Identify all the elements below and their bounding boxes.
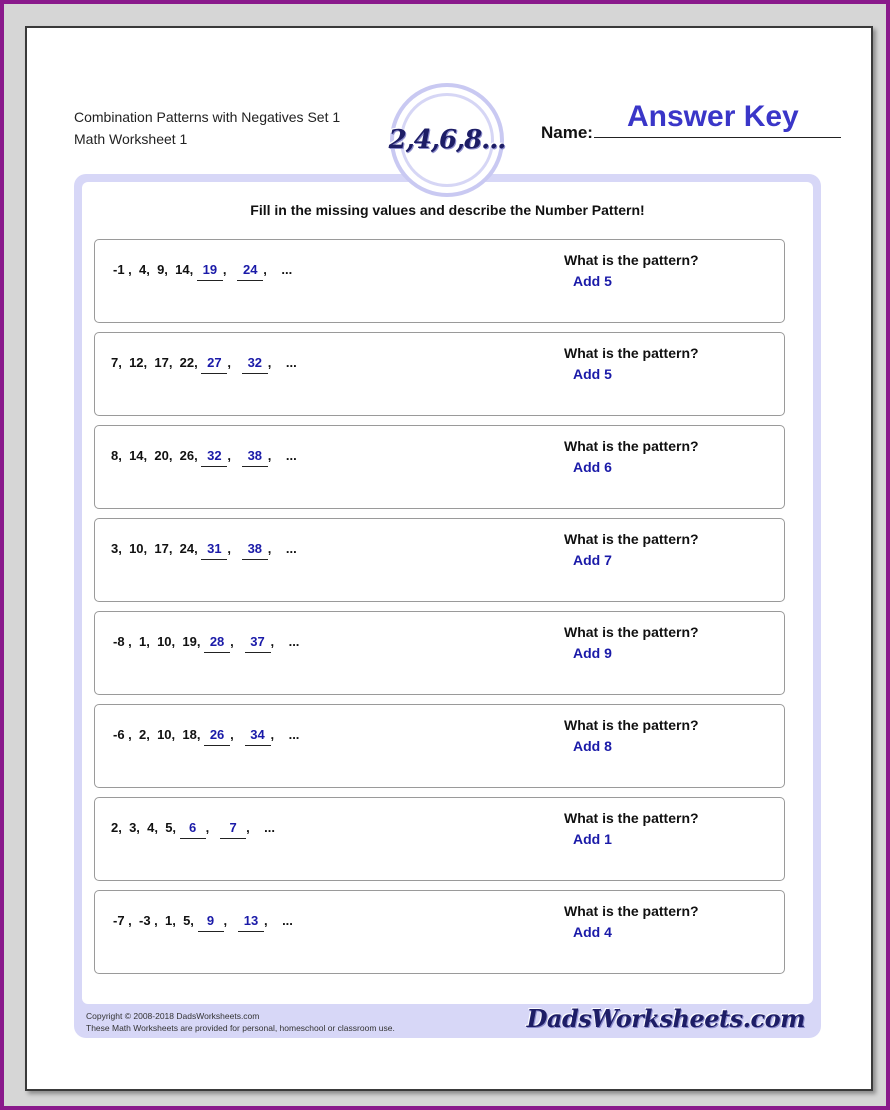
problem-box — [94, 704, 785, 788]
problem-box — [94, 890, 785, 974]
pattern-answer[interactable]: Add 5 — [573, 273, 612, 289]
number-sequence — [113, 913, 293, 932]
comma-separator: , — [267, 448, 286, 463]
ellipsis: ... — [282, 913, 293, 928]
answer-blank-2[interactable]: 38 — [242, 541, 268, 560]
pattern-answer[interactable]: Add 4 — [573, 924, 612, 940]
number-sequence — [113, 727, 299, 746]
comma-separator: , — [222, 262, 238, 277]
comma-separator: , — [227, 448, 242, 463]
pattern-answer[interactable]: Add 7 — [573, 552, 612, 568]
problem-box — [94, 425, 785, 509]
pattern-question: What is the pattern? — [564, 903, 699, 919]
worksheet-page — [25, 26, 873, 1091]
pattern-answer[interactable]: Add 8 — [573, 738, 612, 754]
logo-badge — [390, 83, 504, 197]
name-label: Name: — [541, 123, 593, 142]
pattern-question: What is the pattern? — [564, 252, 699, 268]
pattern-answer[interactable]: Add 9 — [573, 645, 612, 661]
ellipsis: ... — [285, 355, 297, 370]
title-line-1: Combination Patterns with Negatives Set 1 — [74, 109, 341, 125]
number-sequence — [113, 262, 292, 281]
number-sequence — [111, 355, 297, 374]
answer-blank-1[interactable]: 31 — [201, 541, 227, 560]
answer-blank-2[interactable]: 13 — [238, 913, 264, 932]
pattern-question: What is the pattern? — [564, 345, 699, 361]
pattern-question: What is the pattern? — [564, 531, 699, 547]
pattern-answer[interactable]: Add 5 — [573, 366, 612, 382]
pattern-question: What is the pattern? — [564, 438, 699, 454]
answer-blank-1[interactable]: 28 — [204, 634, 230, 653]
answer-blank-1[interactable]: 19 — [197, 262, 223, 281]
sequence-given: 3, 10, 17, 24, — [111, 541, 202, 556]
sequence-given: 8, 14, 20, 26, — [111, 448, 202, 463]
ellipsis: ... — [281, 262, 293, 277]
answer-blank-2[interactable]: 7 — [220, 820, 246, 839]
problem-box — [94, 332, 785, 416]
ellipsis: ... — [288, 634, 300, 649]
pattern-question: What is the pattern? — [564, 624, 699, 640]
answer-blank-2[interactable]: 24 — [237, 262, 263, 281]
logo-badge-inner — [388, 93, 506, 187]
comma-separator: , — [223, 913, 238, 928]
comma-separator: , — [227, 541, 242, 556]
footer-copyright — [86, 1010, 395, 1034]
problem-box — [94, 611, 785, 695]
worksheet-title — [74, 106, 340, 150]
answer-blank-2[interactable]: 34 — [245, 727, 271, 746]
comma-separator: , — [264, 913, 283, 928]
number-sequence — [111, 820, 275, 839]
problem-box — [94, 518, 785, 602]
comma-separator: , — [205, 820, 221, 835]
answer-blank-1[interactable]: 32 — [201, 448, 227, 467]
ellipsis: ... — [264, 820, 276, 835]
answer-blank-2[interactable]: 37 — [245, 634, 271, 653]
copyright-text: Copyright © 2008-2018 DadsWorksheets.com — [86, 1011, 260, 1021]
number-sequence — [111, 448, 297, 467]
sequence-given: -1 , 4, 9, 14, — [113, 262, 197, 277]
answer-blank-1[interactable]: 26 — [204, 727, 230, 746]
answer-blank-2[interactable]: 32 — [242, 355, 268, 374]
usage-notice: These Math Worksheets are provided for personal, homeschool or classroom use. — [86, 1023, 395, 1033]
answer-blank-1[interactable]: 6 — [180, 820, 206, 839]
dadsworksheets-logo: DadsWorksheets.com — [526, 1004, 805, 1033]
problems-panel-inner — [82, 182, 813, 1004]
ellipsis: ... — [285, 541, 297, 556]
problem-box — [94, 239, 785, 323]
answer-key-text: Answer Key — [627, 100, 799, 133]
comma-separator: , — [227, 355, 242, 370]
comma-separator: , — [246, 820, 265, 835]
title-line-2: Math Worksheet 1 — [74, 131, 188, 147]
sequence-given: -7 , -3 , 1, 5, — [113, 913, 198, 928]
window-frame — [4, 4, 886, 1106]
comma-separator: , — [263, 262, 282, 277]
number-sequence — [113, 634, 299, 653]
sequence-given: -8 , 1, 10, 19, — [113, 634, 205, 649]
pattern-answer[interactable]: Add 6 — [573, 459, 612, 475]
instructions: Fill in the missing values and describe the Number Pattern! — [250, 202, 645, 218]
name-underline — [594, 137, 841, 138]
badge-text: 2,4,6,8... — [388, 125, 506, 155]
answer-blank-2[interactable]: 38 — [242, 448, 268, 467]
answer-blank-1[interactable]: 27 — [201, 355, 227, 374]
comma-separator: , — [270, 634, 289, 649]
problem-box — [94, 797, 785, 881]
sequence-given: 7, 12, 17, 22, — [111, 355, 202, 370]
comma-separator: , — [270, 727, 289, 742]
ellipsis: ... — [285, 448, 297, 463]
comma-separator: , — [230, 634, 245, 649]
comma-separator: , — [267, 541, 286, 556]
problems-panel — [74, 174, 821, 1038]
number-sequence — [111, 541, 297, 560]
comma-separator: , — [267, 355, 286, 370]
ellipsis: ... — [288, 727, 300, 742]
sequence-given: 2, 3, 4, 5, — [111, 820, 180, 835]
pattern-question: What is the pattern? — [564, 717, 699, 733]
pattern-answer[interactable]: Add 1 — [573, 831, 612, 847]
comma-separator: , — [230, 727, 245, 742]
pattern-question: What is the pattern? — [564, 810, 699, 826]
sequence-given: -6 , 2, 10, 18, — [113, 727, 205, 742]
answer-blank-1[interactable]: 9 — [198, 913, 224, 932]
